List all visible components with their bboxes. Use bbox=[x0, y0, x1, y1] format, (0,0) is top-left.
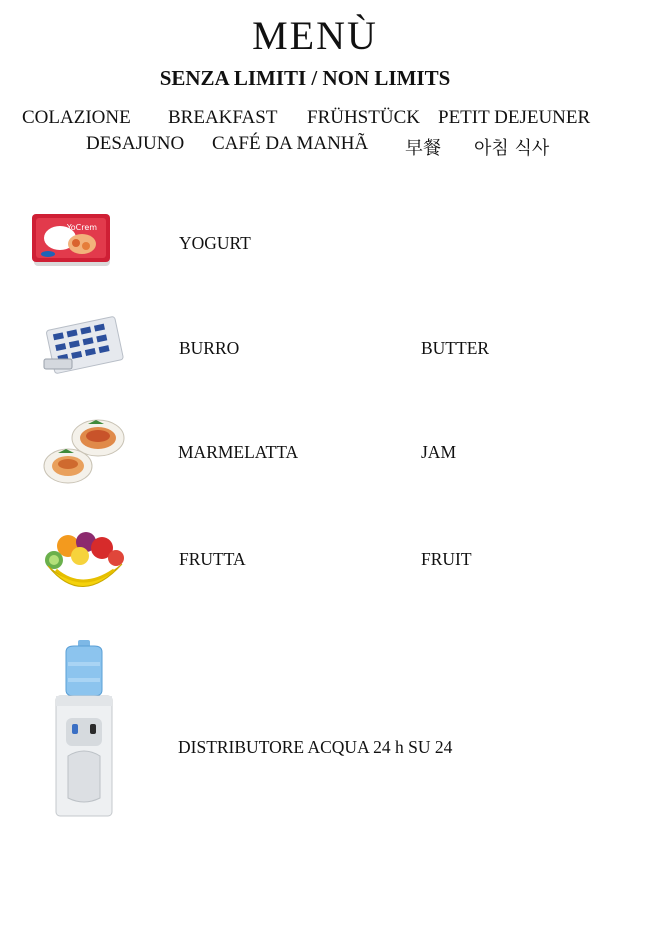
item-label-marmelatta: MARMELATTA bbox=[178, 442, 299, 462]
lang-korean: 아침 식사 bbox=[474, 138, 550, 159]
item-label-fruit: FRUIT bbox=[421, 549, 472, 569]
lang-fruhstuck: FRÜHSTÜCK bbox=[307, 107, 420, 128]
item-label-frutta: FRUTTA bbox=[179, 549, 246, 569]
water-dispenser-icon bbox=[52, 638, 116, 820]
item-label-burro: BURRO bbox=[179, 338, 240, 358]
yogurt-cup-icon bbox=[30, 210, 114, 270]
item-label-butter: BUTTER bbox=[421, 338, 490, 358]
lang-breakfast: BREAKFAST bbox=[168, 107, 278, 128]
jam-cups-icon bbox=[42, 416, 128, 488]
item-label-yogurt: YOGURT bbox=[179, 233, 251, 253]
lang-colazione: COLAZIONE bbox=[22, 107, 131, 128]
item-label-water-dispenser: DISTRIBUTORE ACQUA 24 h SU 24 bbox=[178, 737, 453, 757]
lang-desajuno: DESAJUNO bbox=[86, 133, 185, 154]
lang-petit-dejeuner: PETIT DEJEUNER bbox=[438, 107, 591, 128]
svg-text:YoCrem: YoCrem bbox=[66, 223, 98, 232]
butter-packets-icon bbox=[40, 315, 130, 377]
item-label-jam: JAM bbox=[421, 442, 457, 462]
lang-chinese: 早餐 bbox=[405, 138, 441, 159]
menu-title: MENÙ bbox=[252, 13, 378, 58]
menu-subtitle: SENZA LIMITI / NON LIMITS bbox=[159, 66, 451, 90]
fruit-bowl-icon bbox=[42, 530, 126, 598]
lang-cafe-da-manha: CAFÉ DA MANHÃ bbox=[212, 133, 369, 154]
